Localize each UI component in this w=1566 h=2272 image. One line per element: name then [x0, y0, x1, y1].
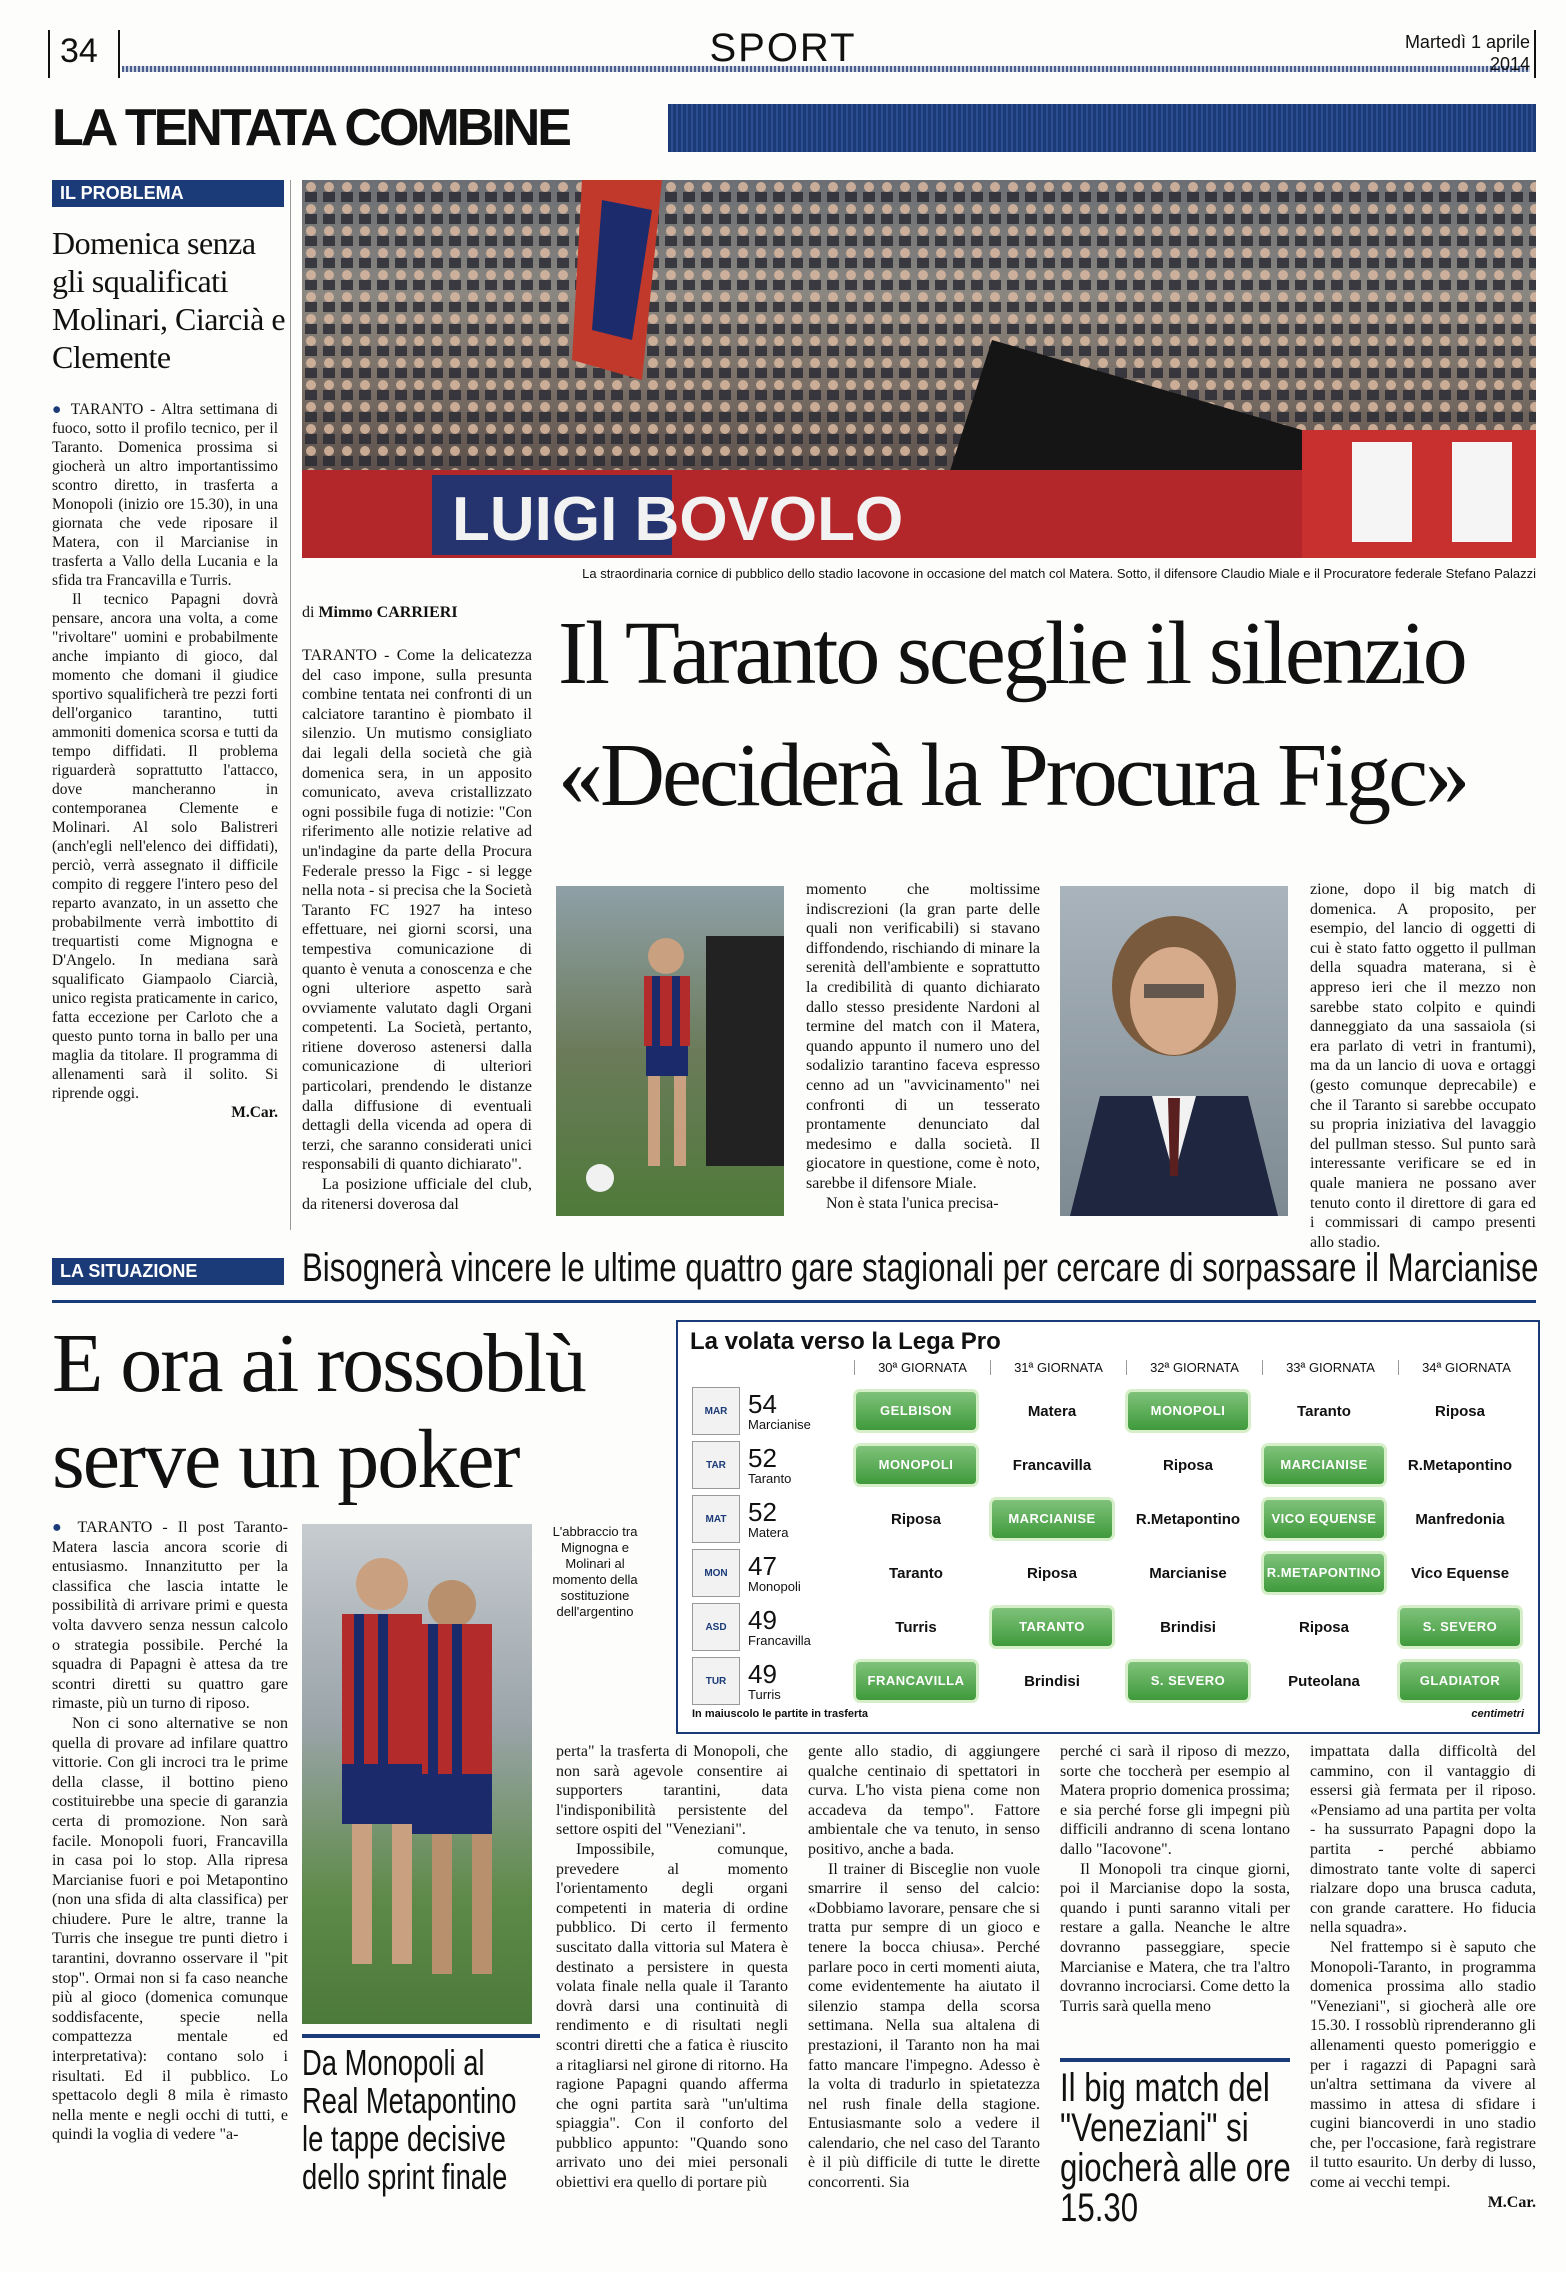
table-row [678, 1600, 1534, 1654]
fixture-cell [1392, 1608, 1528, 1646]
col-c-p2: Il Monopoli tra cinque giorni, poi il Marcianise dopo la sosta, quando i punti saranno vitali per restare a galla. Neanche le altre dovranno passeggiare, specie Marcianise e Matera, che tra l'altro dovranno incrociarsi. Come detto la Turris sarà quella meno [1060, 1860, 1290, 2015]
home-fixture: Taranto [889, 1564, 943, 1582]
problem-sign: M.Car. [231, 1104, 278, 1121]
fixture-cell [1120, 1457, 1256, 1474]
headline-1: Il Taranto sceglie il silenzio [558, 604, 1465, 703]
problem-tag: IL PROBLEMA [52, 180, 284, 207]
situation-rule [52, 1300, 1536, 1303]
col-a-p1: perta" la trasferta di Monopoli, che non sarà agevole consentire ai supporters tarantini, data l'indisponibilità persistente del settore ospiti del "Veneziani". [556, 1743, 788, 1839]
team-name: Francavilla [748, 1632, 811, 1648]
fixture-cell [984, 1673, 1120, 1690]
situation-title: E ora ai rossoblù serve un poker [52, 1317, 585, 1506]
home-fixture: Vico Equense [1410, 1564, 1510, 1582]
team-points: 49 [748, 1658, 777, 1689]
home-fixture: Turris [895, 1618, 937, 1636]
kicker-bar [668, 104, 1536, 152]
photo-caption: La straordinaria cornice di pubblico dello stadio Iacovone in occasione del match col Matera. Sotto, il difensore Claudio Miale e il Procuratore federale Stefano Palazzi [582, 566, 1536, 581]
fixture-cell [1256, 1554, 1392, 1592]
bottom-col-a [556, 1742, 788, 2193]
table-row [678, 1438, 1534, 1492]
fixture-cell [848, 1511, 984, 1528]
team-logo-icon: ASD [692, 1603, 740, 1651]
fixture-cell [1256, 1500, 1392, 1538]
home-fixture: Taranto [1297, 1402, 1351, 1420]
team-points: 47 [748, 1550, 777, 1581]
fixture-cell [848, 1619, 984, 1636]
fixture-cell [1120, 1511, 1256, 1528]
player-photo [556, 886, 784, 1216]
team-logo-icon: MAR [692, 1387, 740, 1435]
sidebar-divider [290, 180, 291, 1230]
home-fixture: Puteolana [1288, 1672, 1360, 1690]
situation-tag: LA SITUAZIONE [52, 1258, 284, 1285]
home-fixture: Manfredonia [1415, 1510, 1505, 1528]
away-fixture: R.METAPONTINO [1264, 1554, 1384, 1592]
home-fixture: R.Metapontino [1135, 1510, 1241, 1528]
fixture-cell [848, 1392, 984, 1430]
away-fixture: GLADIATOR [1400, 1662, 1520, 1700]
fixture-cell [1392, 1457, 1528, 1474]
col2-p1: momento che moltissime indiscrezioni (la gran parte delle quali non verificabili) si stavano diffondendo, rischiando di minare la serenità dell'ambiente e soprattutto la credibilità di quanto dichiarato dallo stesso presidente Nardoni al termine del match con il Matera, quando appunto il numero uno del sodalizio tarantino faceva espresso cenno ad un "avvicinamento" nei confronti di un tesserato prontamente denunciato dal medesimo e dalla società. Il giocatore in questione, come è noto, sarebbe il difensore Miale. [806, 881, 1040, 1192]
team-name: Taranto [748, 1470, 792, 1486]
col-d-p2: Nel frattempo si è saputo che Monopoli-Taranto, in programma domenica prossima allo stadio "Veneziani", si giocherà alle ore 15.30. I rossoblù riprenderanno gli allenamenti questo pomeriggio e per i ragazzi di Papagni sarà un'altra settimana da vivere al massimo in attesa di sfidare i cugini biancoverdi in uno stadio che, per l'occasione, farà registrare il tutto esaurito. Un derby di lusso, come ai vecchi tempi. [1310, 1938, 1536, 2192]
kicker: LA TENTATA COMBINE [52, 99, 569, 157]
header-rule-right [1534, 30, 1536, 78]
fixture-cell [984, 1565, 1120, 1582]
problem-title: Domenica senza gli squalificati Molinari, Ciarcià e Clemente [52, 225, 286, 375]
team-name: Marcianise [748, 1416, 811, 1432]
away-fixture: VICO EQUENSE [1264, 1500, 1384, 1538]
team-points: 49 [748, 1604, 777, 1635]
table-row [678, 1654, 1534, 1708]
article-col-1 [302, 646, 532, 1214]
fixture-cell [1120, 1619, 1256, 1636]
fixture-cell [984, 1457, 1120, 1474]
fixture-cell [1120, 1565, 1256, 1582]
away-fixture: FRANCAVILLA [856, 1662, 976, 1700]
fixture-cell [984, 1500, 1120, 1538]
section-title: SPORT [709, 26, 857, 70]
bottom-col-b [808, 1742, 1040, 2193]
table-column-header: 33ª GIORNATA [1262, 1360, 1398, 1375]
col-d-p1: impattata dalla difficoltà del cammino, con il vantaggio di essersi già fermata per il riposo. «Pensiamo ad una partita per volta - ha sussurrato Papagni dopo la partita - perché abbiamo dimostrato tante volte di saperci rialzare dopo una brusca caduta, con grande carattere. Ho fiducia nella squadra». [1310, 1743, 1536, 1937]
col-a-p2: Impossibile, comunque, prevedere al momento l'orientamento degli organi competenti in materia di ordine pubblico. Di certo il fermento suscitato dalla vittoria sul Matera è destinato a persistere in questa volata finale nella quale il Taranto dovrà darsi una continuità di rendimento e di risultati negli scontri diretti che a fatica è riuscito a ritagliarsi nel girone di ritorno. Ha ragione Papagni quando afferma che ogni partita sarà "un'ultima spiaggia". Con il conforto del pubblico appunto: "Quando sono arrivato uno dei miei personali obiettivi era quello di portare più [556, 1840, 788, 2192]
table-row [678, 1492, 1534, 1546]
table-columns [854, 1360, 1534, 1375]
team-logo-icon: TUR [692, 1657, 740, 1705]
fixture-cell [1392, 1511, 1528, 1528]
lead-p1: TARANTO - Il post Taranto-Matera lascia ancora scorie di entusiasmo. Innanzitutto per la classifica che lascia intatte le possibilità di arrivare primi e questa volta davvero senza nessun calcolo o strategia possibile. Perché la squadra di Papagni è attesa da tre scontri diretti su quattro gare rimaste, più un turno di riposo. [52, 1519, 288, 1713]
away-fixture: S. SEVERO [1400, 1608, 1520, 1646]
team-name: Monopoli [748, 1578, 801, 1594]
home-fixture: Brindisi [1024, 1672, 1080, 1690]
fixture-cell [984, 1403, 1120, 1420]
team-points: 54 [748, 1388, 777, 1419]
away-fixture: TARANTO [992, 1608, 1112, 1646]
date-line: Martedì 1 aprile [1404, 32, 1530, 52]
fixture-cell [1392, 1662, 1528, 1700]
fixture-cell [848, 1565, 984, 1582]
team-points: 52 [748, 1442, 777, 1473]
byline-prefix: di [302, 604, 315, 621]
table-row [678, 1546, 1534, 1600]
team-name: Turris [748, 1686, 781, 1702]
table-column-header: 32ª GIORNATA [1126, 1360, 1262, 1375]
fixture-cell [1392, 1565, 1528, 1582]
away-fixture: MARCIANISE [1264, 1446, 1384, 1484]
hug-photo [302, 1524, 532, 2024]
fixture-cell [1120, 1662, 1256, 1700]
team-name: Matera [748, 1524, 789, 1540]
fixture-cell [848, 1446, 984, 1484]
home-fixture: R.Metapontino [1407, 1456, 1513, 1474]
article-col-3 [1310, 880, 1536, 1252]
fixture-cell [1256, 1403, 1392, 1420]
col1-p1: TARANTO - Come la delicatezza del caso impone, sulla presunta combine tentata nei confronti di un calciatore tarantino è piombato il silenzio. Un mutismo consigliato dai legali della società che già domenica sera, in un apposito comunicato, aveva cristallizzato ogni possibile fuga di notizie: "Con riferimento alle notizie relative ad un'indagine da parte della Procura Federale presso la Figc - si legge nella nota - si precisa che la Società Taranto FC 1927 ha inteso effettuare, nei giorni scorsi, una tempestiva comunicazione di quanto è venuta a conoscenza e che ogni ulteriore aspetto sarà ovviamente valutato dagli Organi competenti. La Società, pertanto, ritiene doveroso astenersi dalla comunicazione di ulteriori particolari, prendendo le distanze dalla diffusione di eventuali dettagli della vicenda ad opera di terzi, che saranno considerati unici responsabili di quanto dichiarato". [302, 647, 532, 1174]
col-c-p1: perché ci sarà il riposo di mezzo, sorte che toccherà per esempio al Matera proprio domenica prossima; e sia perché forse gli impegni più difficili andranno di scena lontano dallo "Iacovone". [1060, 1743, 1290, 1858]
fixture-cell [1120, 1392, 1256, 1430]
pull-rule [302, 2034, 540, 2038]
pull-title: Da Monopoli al Real Metapontino le tappe decisive dello sprint finale [302, 2042, 517, 2197]
away-fixture: S. SEVERO [1128, 1662, 1248, 1700]
table-title: La volata verso la Lega Pro [690, 1328, 1001, 1355]
palazzi-photo [1060, 886, 1288, 1216]
home-fixture: Matera [1027, 1402, 1077, 1420]
byline-name: Mimmo CARRIERI [318, 604, 458, 621]
home-fixture: Riposa [890, 1510, 941, 1528]
headline-2: «Deciderà la Procura Figc» [558, 726, 1468, 825]
table-note: In maiuscolo le partite in trasferta [692, 1708, 869, 1720]
byline [302, 604, 458, 622]
home-fixture: Riposa [1162, 1456, 1213, 1474]
team-points: 52 [748, 1496, 777, 1527]
col-b-p1: gente allo stadio, di aggiungere qualche centinaio di spettatori in curva. L'ho vista piena come non accadeva da tempo". Fattore ambientale che va tenuto, in senso positivo, anche a bada. [808, 1743, 1040, 1858]
table-column-header: 30ª GIORNATA [854, 1360, 990, 1375]
box-rule [1060, 2058, 1290, 2062]
home-fixture: Francavilla [1012, 1456, 1092, 1474]
fixture-cell [1256, 1619, 1392, 1636]
away-fixture: MARCIANISE [992, 1500, 1112, 1538]
fixture-cell [848, 1662, 984, 1700]
lead-p2: Non ci sono alternative se non quella di provare ad infilare quattro vittorie. Con gli incroci tra le prime della classe, il bottino pieno costituirebbe una specie di garanzia certa di promozione. Non sarà facile. Monopoli fuori, Francavilla in casa poi lo stop. Alla ripresa Marcianise fuori e poi Metapontino (non una sfida di alta classifica) per chiudere. Pure le altre, tranne la Turris che insegue tre punti dietro i tarantini, dovranno osservare il "pit stop". Ormai non si fa caso neanche più al gioco (domenica comunque soddisfacente, specie nella compattezza mentale ed interpretativa): contano solo i risultati. Ed il pubblico. Lo spettacolo degli 8 mila è rimasto nella mente e negli occhi di tutti, e quindi la voglia di vedere "a- [52, 1714, 288, 2144]
home-fixture: Marcianise [1149, 1564, 1227, 1582]
box-title: Il big match del "Veneziani" si giocherà alle ore 15.30 [1060, 2066, 1291, 2230]
banner-text: LUIGI BOVOLO [452, 485, 904, 554]
box-quote [1060, 2068, 1300, 2228]
hug-caption: L'abbraccio tra Mignogna e Molinari al momento della sostituzione dell'argentino [552, 1524, 638, 1619]
problem-text: ● TARANTO - Altra settimana di fuoco, sotto il profilo tecnico, per il Taranto. Domenica prossima si giocherà un altro importantissimo scontro diretto, in trasferta a Monopoli (inizio ore 15.30), in una giornata che vede riposare il Matera, con il Marcianise in trasferta a Vallo della Lucania e la sfida tra Francavilla e Turris. Il tecnico Papagni dovrà pensare, ancora una volta, a come "rivoltare" uomini e probabilmente anche impianto di gioco, dal momento che domani il giudice sportivo squalificherà tre pezzi forti dell'organico tarantino, tutti ammoniti domenica scorsa e tutti da tempo diffidati. Il problema riguarderà soprattutto l'attacco, dove mancheranno in contemporanea Clemente e Molinari. Al solo Balistreri (anch'egli nell'elenco dei diffidati), perciò, verrà assegnato il difficile compito di reggere l'intero peso del reparto avanzato, in un assetto che probabilmente verrà imbottito di trequartisti come Mignogna e D'Angelo. In mediana sarà squalificato Giampaolo Ciarcià, unico regista praticamente in carico, fatta eccezione per Carloto che a questo punto torna in ballo per una maglia da titolare. Il programma di allenamenti sarà il solito. Si riprende oggi. M.Car. [52, 401, 278, 1121]
fixture-cell [1256, 1446, 1392, 1484]
fixture-cell [984, 1608, 1120, 1646]
problem-p2: Il tecnico Papagni dovrà pensare, ancora una volta, a come "rivoltare" uomini e probabilmente anche impianto di gioco, dal momento che domani il giudice sportivo squalificherà tre pezzi forti dell'organico tarantino, tutti ammoniti domenica scorsa e tutti da tempo diffidati. Il problema riguarderà soprattutto l'attacco, dove mancheranno in contemporanea Clemente e Molinari. Al solo Balistreri (anch'egli nell'elenco dei diffidati), perciò, verrà assegnato il difficile compito di reggere l'intero peso del reparto avanzato, in un assetto che probabilmente verrà imbottito di trequartisti come Mignogna e D'Angelo. In mediana sarà squalificato Giampaolo Ciarcià, unico regista praticamente in carico, fatta eccezione per Carloto che a questo punto torna in ballo per una maglia da titolare. Il programma di allenamenti sarà il solito. Si riprende oggi. [52, 591, 278, 1102]
table-column-header: 34ª GIORNATA [1398, 1360, 1534, 1375]
home-fixture: Riposa [1298, 1618, 1349, 1636]
table-rows [678, 1384, 1534, 1708]
fixture-cell [1256, 1673, 1392, 1690]
team-logo-icon: MAT [692, 1495, 740, 1543]
problem-p1: TARANTO - Altra settimana di fuoco, sotto il profilo tecnico, per il Taranto. Domenica prossima si giocherà un altro importantissimo scontro diretto, in trasferta a Monopoli (inizio ore 15.30), in una giornata che vede riposare il Matera, con il Marcianise in trasferta a Vallo della Lucania e la sfida tra Francavilla e Turris. [52, 401, 278, 589]
col2-p2: Non è stata l'unica precisa- [826, 1194, 999, 1212]
article-col-2 [806, 880, 1040, 1213]
away-fixture: GELBISON [856, 1392, 976, 1430]
date-year: 2014 [1489, 54, 1530, 74]
table-row [678, 1384, 1534, 1438]
team-logo-icon: MON [692, 1549, 740, 1597]
situation-subhead: Bisognerà vincere le ultime quattro gare stagionali per cercare di sorpassare il Marcianise [302, 1246, 1539, 1290]
table-column-header: 31ª GIORNATA [990, 1360, 1126, 1375]
fixture-cell [1392, 1403, 1528, 1420]
lead-column: ● TARANTO - Il post Taranto-Matera lascia ancora scorie di entusiasmo. Innanzitutto per la classifica che lascia intatte le possibilità di arrivare primi e questa volta davvero senza nessun calcolo o strategia possibile. Perché la squadra di Papagni è attesa da tre scontri diretti su quattro gare rimaste, più un turno di riposo. Non ci sono alternative se non quella di provare ad infilare quattro vittorie. Con gli incroci tra le prime della classe, il bottino pieno costituirebbe una specie di garanzia certa di promozione. Non sarà facile. Monopoli fuori, Francavilla in casa poi lo stop. Alla ripresa Marcianise fuori e poi Metapontino (non una sfida di alta classifica) per chiudere. Pure le altre, tranne la Turris che insegue tre punti dietro i tarantini, dovranno osservare il "pit stop". Ormai non si fa caso neanche più al gioco (domenica comunque soddisfacente, specie nella compattezza mentale ed interpretativa): contano solo i risultati. Ed il pubblico. Lo spettacolo degli 8 mila è rimasto nella mente e negli occhi di tutti, e quindi la voglia di vedere "a- [52, 1519, 288, 2144]
home-fixture: Riposa [1026, 1564, 1077, 1582]
home-fixture: Brindisi [1160, 1618, 1216, 1636]
away-fixture: MONOPOLI [856, 1446, 976, 1484]
col3-p1: zione, dopo il big match di domenica. A proposito, per esempio, del lancio di oggetti di cui è stato fatto oggetto il pullman della squadra materana, si è appreso ieri che il mezzo non sarebbe stato colpito e quindi danneggiato da una sassaiola (si era parlato di vetri in frantumi), ma da un lancio di uova e ortaggi (gesto comunque deprecabile) e che il Taranto si sarebbe occupato su propria iniziativa del lavaggio del pullman stesso. Sul punto sarà interessante verificare se ed in quale maniera ne possano aver tenuto conto il direttore di gara ed i commissari di campo presenti allo stadio. [1310, 881, 1536, 1251]
bottom-col-c [1060, 1742, 1290, 2016]
home-fixture: Riposa [1434, 1402, 1485, 1420]
bottom-sign: M.Car. [1487, 2193, 1536, 2211]
crowd-photo [302, 180, 1536, 558]
bottom-col-d [1310, 1742, 1536, 2212]
col-b-p2: Il trainer di Bisceglie non vuole smarrire il senso del calcio: «Dobbiamo lavorare, pensare che si tratta pur sempre di un gioco e tenere la bocca chiusa». Perché parlare poco in certi momenti aiuta, come evidentemente ha aiutato il silenzio stampa della scorsa settimana. Nella sua altalena di prestazioni, il Taranto non ha mai fatto mancare l'impegno. Adesso è la volta di tradurlo in spietatezza nel rush finale della stagione. Entusiasmante solo a vedere il calendario, che nel caso del Taranto è il più difficile di tutte le dirette concorrenti. Sia [808, 1860, 1040, 2192]
standings-table [676, 1320, 1540, 1734]
page-number: 34 [60, 32, 98, 70]
team-logo-icon: TAR [692, 1441, 740, 1489]
table-credit: centimetri [1471, 1708, 1524, 1720]
col1-p2: La posizione ufficiale del club, da ritenersi doverosa dal [302, 1176, 532, 1213]
away-fixture: MONOPOLI [1128, 1392, 1248, 1430]
